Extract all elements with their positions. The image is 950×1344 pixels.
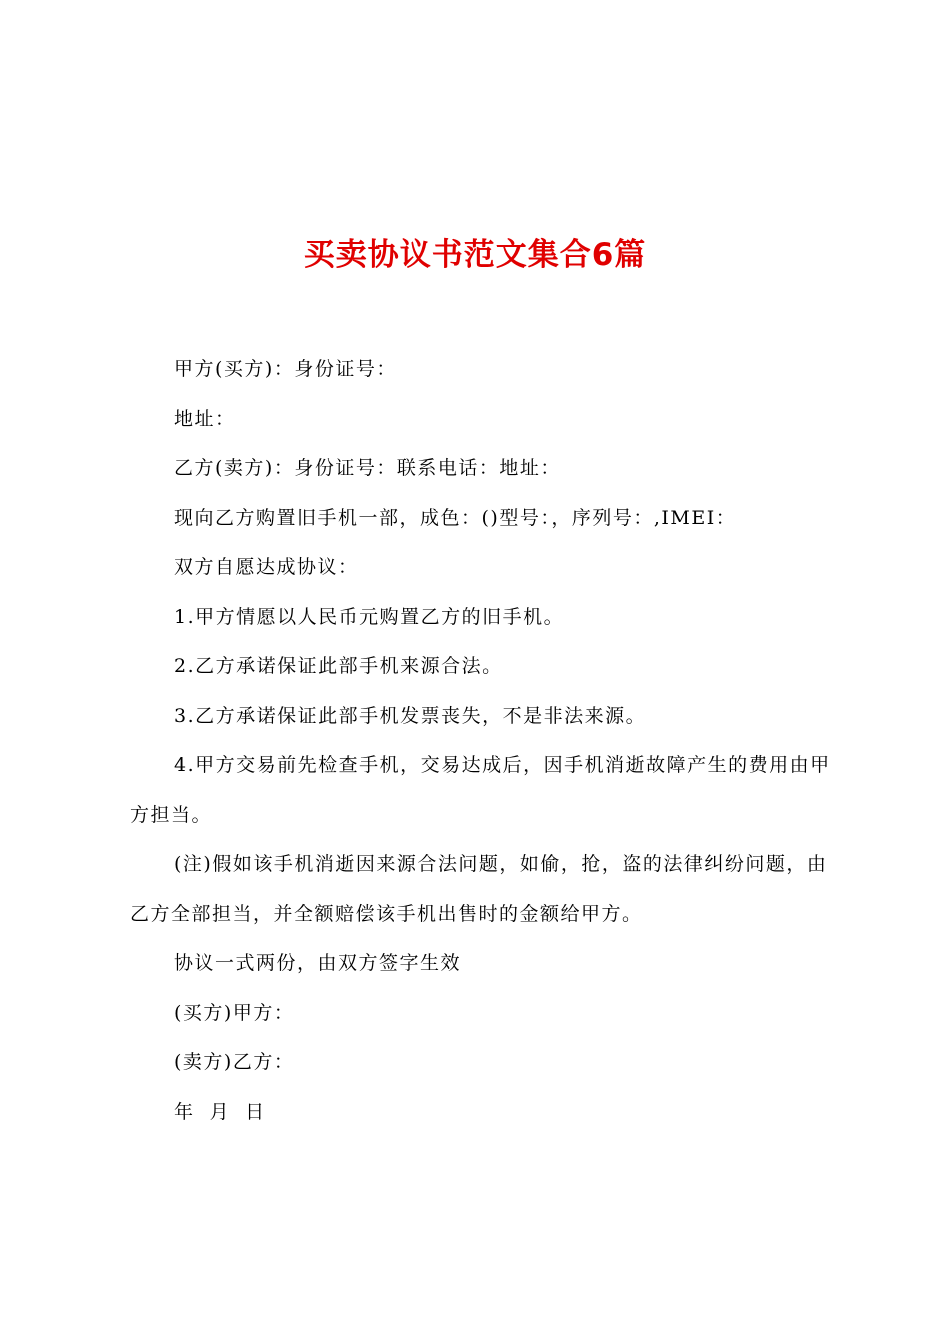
date-line: 年 月 日 (174, 1100, 266, 1123)
note-paragraph: (注)假如该手机消逝因来源合法问题，如偷，抢，盗的法律纠纷问题，由乙方全部担当，并全额赔偿该手机出售时的金额给甲方。 (130, 853, 828, 925)
document-body (130, 345, 835, 1137)
clause-1: 1.甲方情愿以人民币元购置乙方的旧手机。 (174, 605, 565, 628)
buyer-signature-line: (买方)甲方： (174, 1001, 295, 1024)
clause-3: 3.乙方承诺保证此部手机发票丧失，不是非法来源。 (174, 704, 647, 727)
buyer-id-line: 甲方(买方)：身份证号： (174, 358, 397, 380)
buyer-address-line: 地址： (174, 407, 236, 430)
phone-details-line: 现向乙方购置旧手机一部，成色：()型号：，序列号：,IMEI： (174, 506, 737, 529)
document-title: 买卖协议书范文集合6篇 (303, 236, 647, 273)
clause-2: 2.乙方承诺保证此部手机来源合法。 (174, 655, 503, 677)
seller-signature-line: (卖方)乙方： (174, 1051, 295, 1073)
agreement-intro: 双方自愿达成协议： (174, 556, 359, 578)
clause-4: 4.甲方交易前先检查手机，交易达成后，因手机消逝故障产生的费用由甲方担当。 (130, 754, 831, 826)
copies-statement: 协议一式两份，由双方签字生效 (174, 952, 462, 974)
seller-info-line: 乙方(卖方)：身份证号：联系电话：地址： (174, 457, 561, 479)
